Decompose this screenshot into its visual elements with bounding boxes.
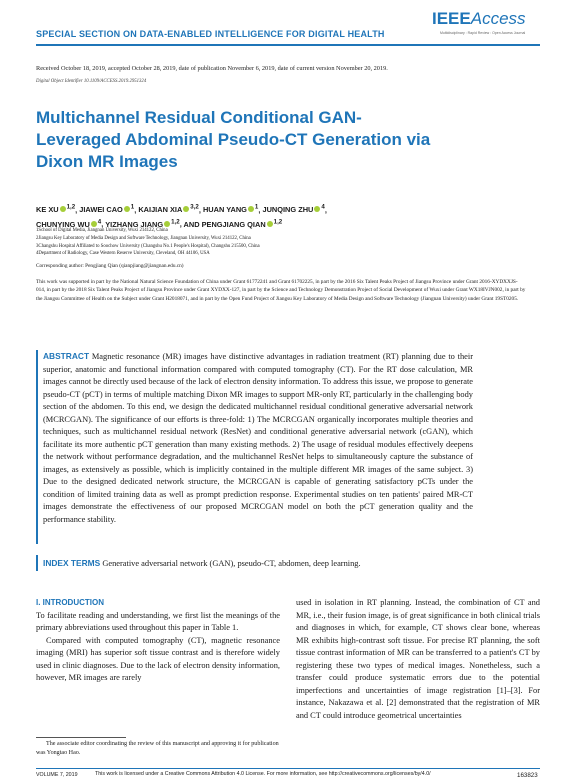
orcid-icon[interactable] — [60, 206, 66, 212]
author[interactable]: KAIJIAN XIA $^{3,2}$ — [138, 204, 199, 215]
license-notice[interactable]: This work is licensed under a Creative Commons Attribution 4.0 License. For more information, see http://creativecommons.org/licenses/by/4.0/ — [95, 771, 431, 777]
affiliation: 4Department of Radiology, Case Western Reserve University, Cleveland, OH 44106, USA — [36, 251, 210, 257]
author[interactable]: JUNQING ZHU $^4$ — [262, 204, 325, 215]
footnote-divider — [36, 737, 126, 738]
affiliations — [36, 227, 456, 258]
section-heading: I. INTRODUCTION — [36, 598, 104, 607]
author[interactable]: KE XU $^{1,2}$ — [36, 204, 76, 215]
orcid-icon[interactable] — [314, 206, 320, 212]
abstract-text: Magnetic resonance (MR) images have distinctive advantages in radiation treatment (RT) planning due to their superior, anatomic and functional information compared with computed tomography (CT). For the RT dose calculation, MR images cannot be directly used because of the lack of electron density information. To address this issue, we propose to generate pseudo-CT (pCT) in terms of multiple matching Dixon MR images to support MR-only RT, particularly in the challenging body section of the abdomen. To this end, we design the dedicated multichannel residual conditional generative adversarial network (MCRCGAN). The significance of our efforts is three-fold: 1) The MCRCGAN organically incorporates multiple theories and techniques, such as multichannel residual network (ResNet) and conditional generative adversarial network (cGAN), which facilitate its more authentic pCT generation than many existing methods. 2) The usage of residual modules effectively deepens the network without performance degradation, and the multichannel ResNet helps to simultaneously capture the substance of images, as extensively as possible, which is implicitly contained in the multiple different MR images of the same subject. 3) Due to the designed dedicated network structure, the MCRCGAN is capable of generating satisfactory pCTs under the condition of limited training data as well as prompt prediction response. Experimental studies on ten patients' paired MR-CT images demonstrate the effectiveness of our proposed MCRCGAN model on both the pCT generation quality and the performance stability. — [43, 352, 473, 524]
right-column — [296, 597, 540, 722]
orcid-icon[interactable] — [124, 206, 130, 212]
page-number: 163823 — [517, 772, 538, 779]
received-dates: Received October 18, 2019, accepted October 28, 2019, date of publication November 6, 2019, date of current version November 20, 2019. — [36, 65, 388, 72]
affiliation: 1School of Digital Media, Jiangnan University, Wuxi 214122, China — [36, 228, 168, 233]
abstract-heading: ABSTRACT — [43, 351, 90, 361]
paper-title: Multichannel Residual Conditional GAN-Leveraged Abdominal Pseudo-CT Generation via Dixon MR Images — [36, 108, 431, 171]
index-terms-text: Generative adversarial network (GAN), pseudo-CT, abdomen, deep learning. — [102, 559, 361, 568]
author[interactable]: JIAWEI CAO $^1$ — [79, 204, 135, 215]
author-list: KE XU $^{1,2}$, JIAWEI CAO $^1$, KAIJIAN XIA $^{3,2}$, HUAN YANG $^1$, JUNQING ZHU $^4$, CHUNYING WU $^4$, YIZHANG JIANG $^{1,2}$, AND PENGJIANG QIAN $^{1,2}$ — [36, 204, 327, 229]
logo-tagline: Multidisciplinary : Rapid Review : Open Access Journal — [440, 31, 526, 35]
editor-footnote: The associate editor coordinating the review of this manuscript and approving it for publication was Yongtao Hao. — [36, 741, 279, 756]
author[interactable]: HUAN YANG $^1$ — [202, 204, 259, 215]
affiliation: 3Changshu Hospital Affiliated to Soochow University (Changshu No.1 People's Hospital), Changshu 215500, China — [36, 243, 260, 249]
index-terms — [43, 558, 361, 568]
intro-paragraph-continued: used in isolation in RT planning. Instead, the combination of CT and MR, i.e., their fusion image, is of great significance in both clinical trials and diagnoses in which, for example, CT shows clear bone, whereas MR exhibits high-contrast soft tissue. For precise RT planning, the soft tissue contrast information of MR can be transferred to a patient's CT by registering these two types of medical images. Nonetheless, such a transfer could produce systematic errors due to the potential imperfections and uncertainties of image registration [1]–[3]. For instance, Nakazawa et al. [2] demonstrated that the registration of MR and CT could introduce geometrical uncertainties — [296, 598, 540, 720]
footer-divider — [36, 768, 540, 769]
abstract — [43, 350, 473, 526]
index-terms-heading: INDEX TERMS — [43, 558, 101, 568]
orcid-icon[interactable] — [183, 206, 189, 212]
corresponding-author: Corresponding author: Pengjiang Qian (qianpjiang@jiangnan.edu.cn) — [36, 263, 184, 269]
orcid-icon[interactable] — [248, 206, 254, 212]
funding-statement: This work was supported in part by the National Natural Science Foundation of China under Grant 61772241 and Grant 61702225, in part by the 2016 Six Talent Peaks Project of Jiangsu Province under Grant 2016-XYDXXJS-014, in part by the 2018 Six Talent Peaks Project of Jiangsu Province under Grant XYDXX-127, in part by the Science and Technology Demonstration Project of Social Development of Wuxi under Grant WX18IVJN002, in part by the Jiangsu Committee of Health on the Subject under Grant H2018071, and in part by the Open Fund Project of Jiangsu Key Laboratory of Media Design and Software Technology (Jiangnan University) under Grant 19ST0205. — [36, 279, 526, 302]
ieee-access-logo — [432, 9, 526, 29]
intro-paragraph-1: To facilitate reading and understanding, we first list the meanings of the primary abbreviations used throughout this paper in Table 1. — [36, 610, 280, 632]
logo-ieee: IEEE — [432, 9, 471, 28]
header-divider — [36, 44, 540, 46]
affiliation: 2Jiangsu Key Laboratory of Media Design and Software Technology, Jiangnan University, Wuxi 214122, China — [36, 235, 251, 241]
logo-access: Access — [470, 9, 526, 28]
left-column — [36, 597, 280, 685]
volume-label: VOLUME 7, 2019 — [36, 772, 78, 778]
section-tag: SPECIAL SECTION ON DATA-ENABLED INTELLIGENCE FOR DIGITAL HEALTH — [36, 29, 385, 39]
doi[interactable]: Digital Object Identifier 10.1109/ACCESS.2019.2951324 — [36, 79, 147, 84]
intro-paragraph-2: Compared with computed tomography (CT), magnetic resonance imaging (MRI) has superior soft tissue contrast and is therefore widely used in clinic diagnoses. Due to the lack of electron density information, however, MR images are rarely — [36, 635, 280, 682]
author[interactable]: CHUNYING WU $^4$ — [36, 218, 102, 229]
author[interactable]: YIZHANG JIANG $^{1,2}$ — [105, 218, 180, 229]
author[interactable]: AND PENGJIANG QIAN $^{1,2}$ — [183, 218, 283, 229]
